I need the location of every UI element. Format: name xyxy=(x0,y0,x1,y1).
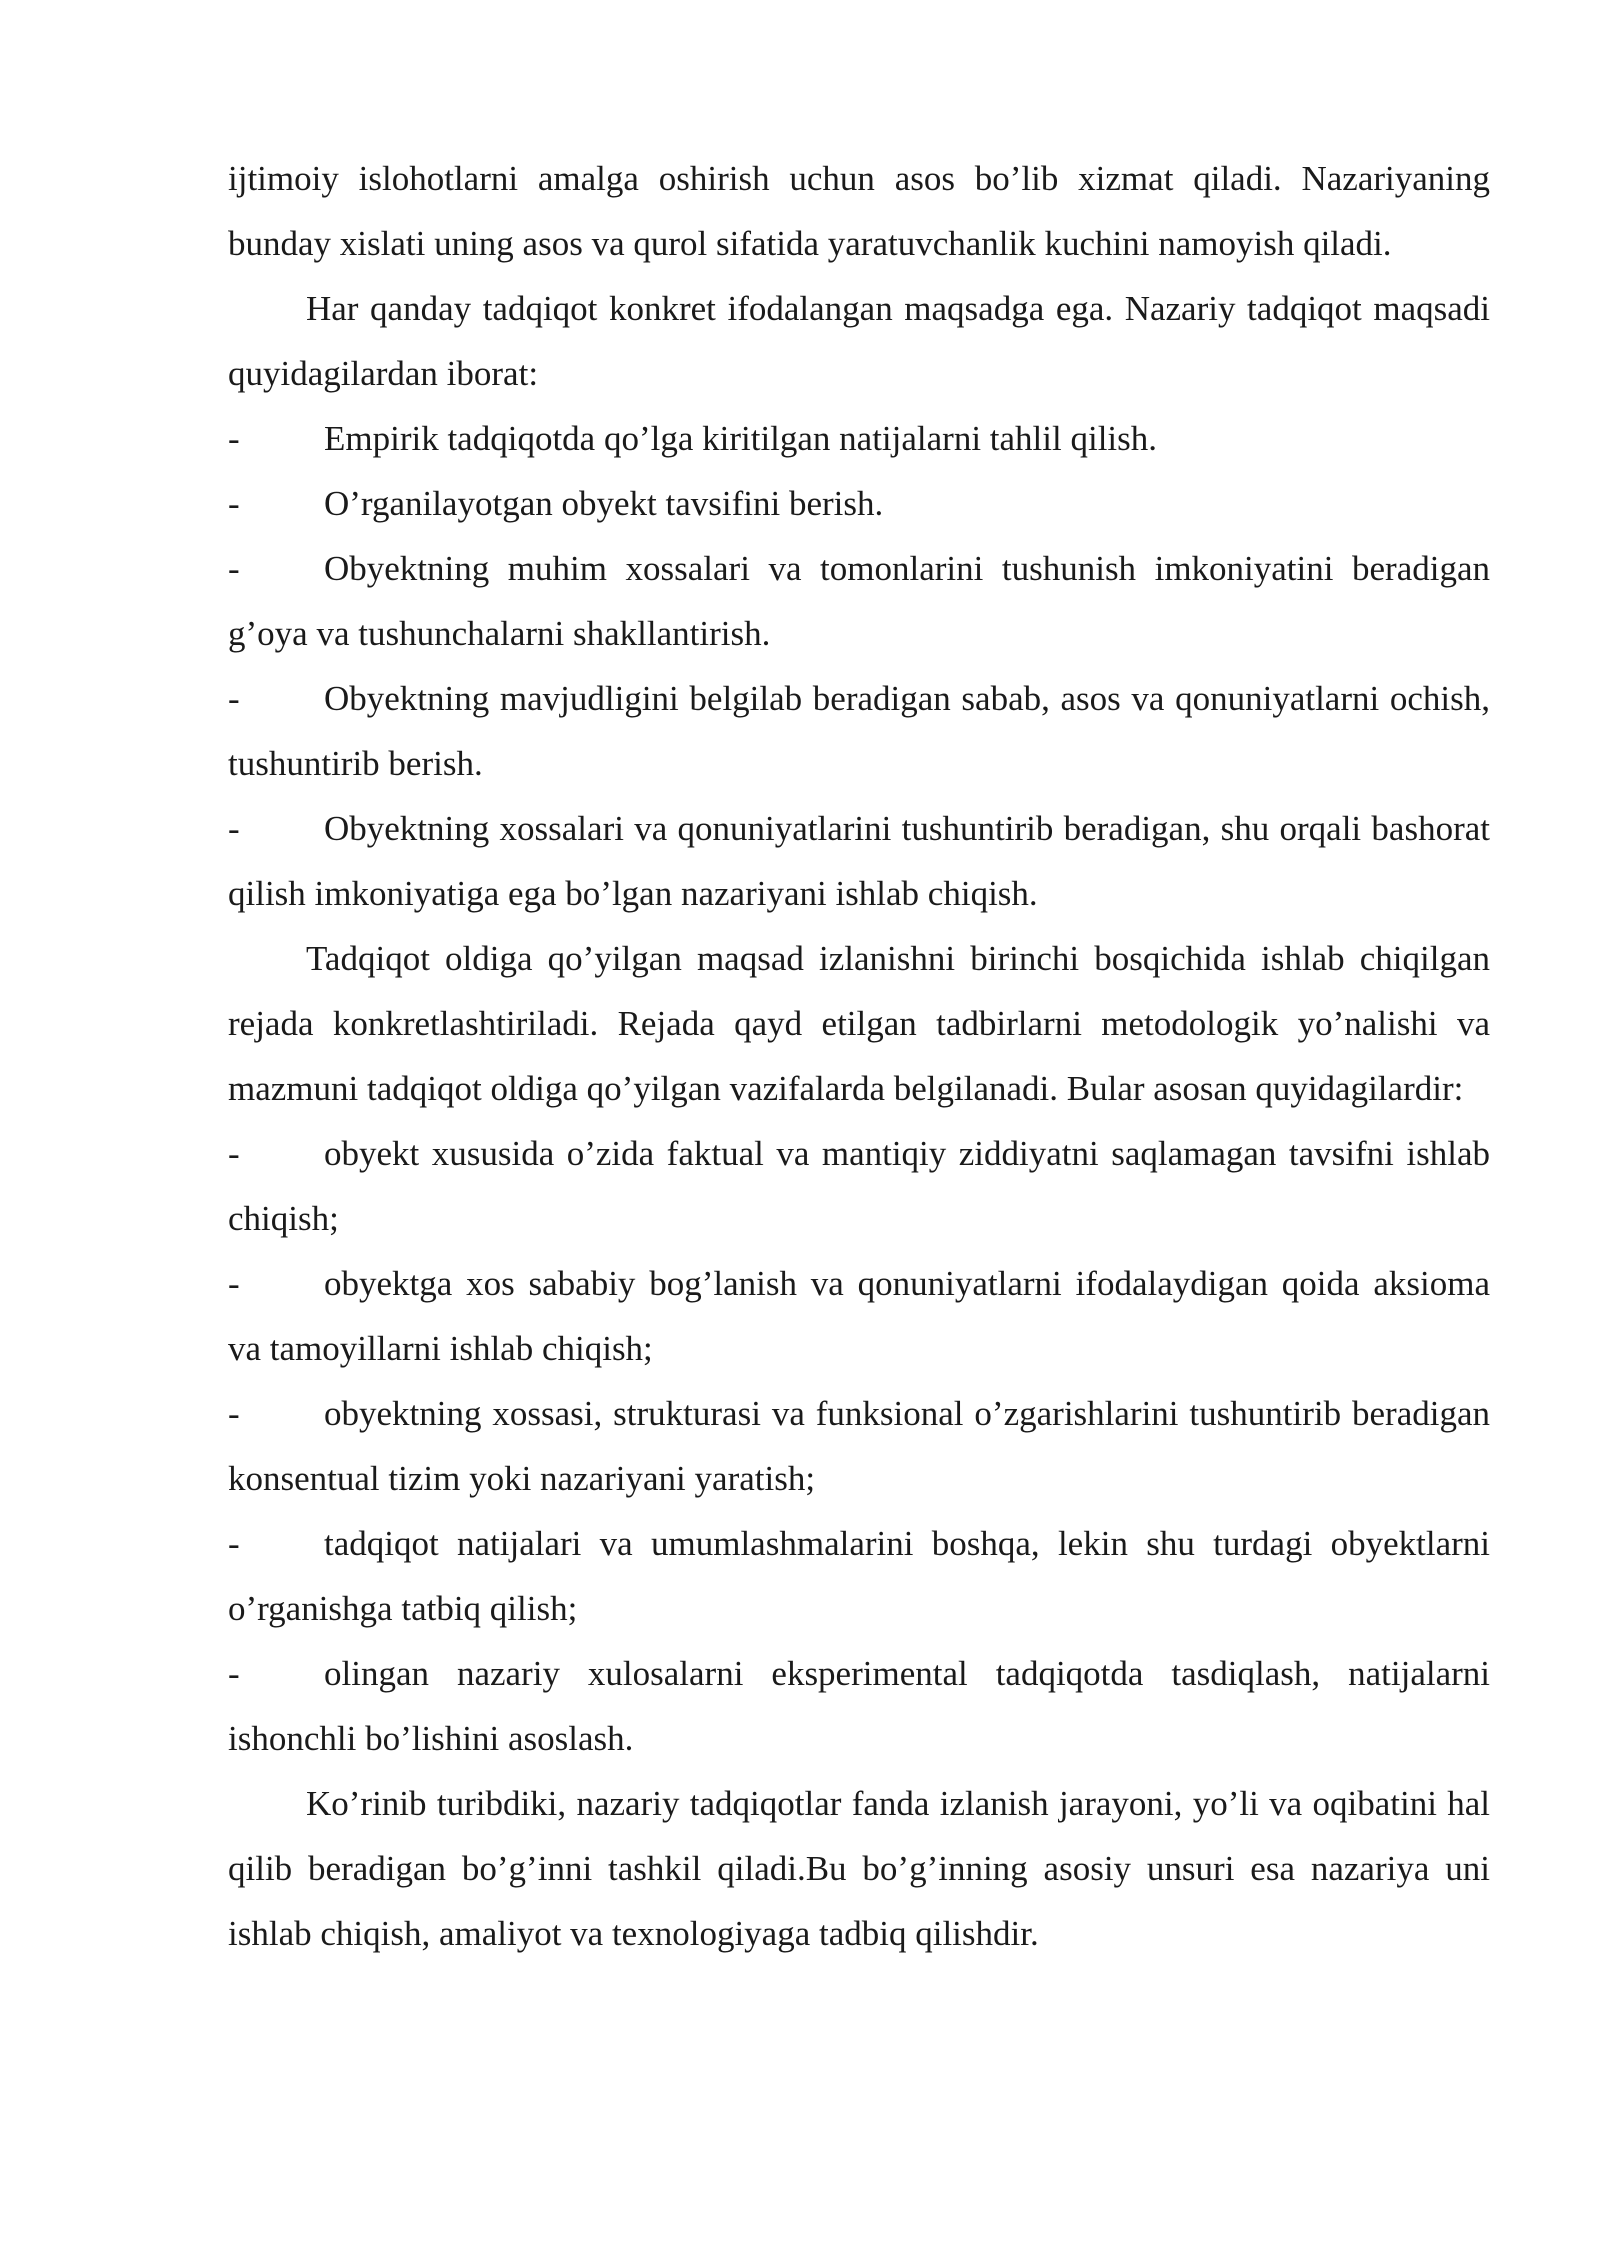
dash-marker: - xyxy=(228,549,240,588)
list-item-text: obyektga xos sababiy bog’lanish va qonuniyatlarni ifodalaydigan qoida aksioma va tamoyillarni ishlab chiqish; xyxy=(228,1264,1490,1368)
list-item-text: O’rganilayotgan obyekt tavsifini berish. xyxy=(324,484,884,523)
paragraph-intro: ijtimoiy islohotlarni amalga oshirish uchun asos bo’lib xizmat qiladi. Nazariyaning bunday xislati uning asos va qurol sifatida yaratuvchanlik kuchini namoyish qiladi. xyxy=(228,159,1490,263)
tasks-list xyxy=(228,1121,1490,1771)
dash-marker: - xyxy=(228,679,240,718)
dash-marker: - xyxy=(228,484,240,523)
list-item-text: Obyektning mavjudligini belgilab beradigan sabab, asos va qonuniyatlarni ochish, tushuntirib berish. xyxy=(228,679,1490,783)
list-item xyxy=(228,406,1490,471)
list-item-text: obyekt xususida o’zida faktual va mantiqiy ziddiyatni saqlamagan tavsifni ishlab chiqish; xyxy=(228,1134,1490,1238)
list-item xyxy=(228,1511,1490,1641)
paragraph-goals: Har qanday tadqiqot konkret ifodalangan maqsadga ega. Nazariy tadqiqot maqsadi quyidagilardan iborat: xyxy=(228,289,1490,393)
list-item xyxy=(228,1121,1490,1251)
list-item xyxy=(228,471,1490,536)
dash-marker: - xyxy=(228,419,240,458)
dash-marker: - xyxy=(228,1524,240,1563)
list-item xyxy=(228,796,1490,926)
list-item-text: Obyektning muhim xossalari va tomonlarini tushunish imkoniyatini beradigan g’oya va tushunchalarni shakllantirish. xyxy=(228,549,1490,653)
dash-marker: - xyxy=(228,1264,240,1303)
list-item-text: olingan nazariy xulosalarni eksperimental tadqiqotda tasdiqlash, natijalarni ishonchli bo’lishini asoslash. xyxy=(228,1654,1490,1758)
paragraph-plan: Tadqiqot oldiga qo’yilgan maqsad izlanishni birinchi bosqichida ishlab chiqilgan rejada konkretlashtiriladi. Rejada qayd etilgan tadbirlarni metodologik yo’nalishi va mazmuni tadqiqot oldiga qo’yilgan vazifalarda belgilanadi. Bular asosan quyidagilardir: xyxy=(228,939,1490,1108)
list-item xyxy=(228,1641,1490,1771)
document-page xyxy=(228,146,1490,1966)
dash-marker: - xyxy=(228,809,240,848)
list-item xyxy=(228,1381,1490,1511)
list-item xyxy=(228,1251,1490,1381)
dash-marker: - xyxy=(228,1134,240,1173)
paragraph-conclusion: Ko’rinib turibdiki, nazariy tadqiqotlar fanda izlanish jarayoni, yo’li va oqibatini hal qilib beradigan bo’g’inni tashkil qiladi.Bu bo’g’inning asosiy unsuri esa nazariya uni ishlab chiqish, amaliyot va texnologiyaga tadbiq qilishdir. xyxy=(228,1784,1490,1953)
goals-list xyxy=(228,406,1490,926)
list-item-text: Empirik tadqiqotda qo’lga kiritilgan natijalarni tahlil qilish. xyxy=(324,419,1158,458)
list-item-text: Obyektning xossalari va qonuniyatlarini tushuntirib beradigan, shu orqali bashorat qilish imkoniyatiga ega bo’lgan nazariyani ishlab chiqish. xyxy=(228,809,1490,913)
dash-marker: - xyxy=(228,1394,240,1433)
dash-marker: - xyxy=(228,1654,240,1693)
list-item-text: obyektning xossasi, strukturasi va funksional o’zgarishlarini tushuntirib beradigan konsentual tizim yoki nazariyani yaratish; xyxy=(228,1394,1490,1498)
list-item xyxy=(228,666,1490,796)
list-item xyxy=(228,536,1490,666)
list-item-text: tadqiqot natijalari va umumlashmalarini boshqa, lekin shu turdagi obyektlarni o’rganishga tatbiq qilish; xyxy=(228,1524,1490,1628)
